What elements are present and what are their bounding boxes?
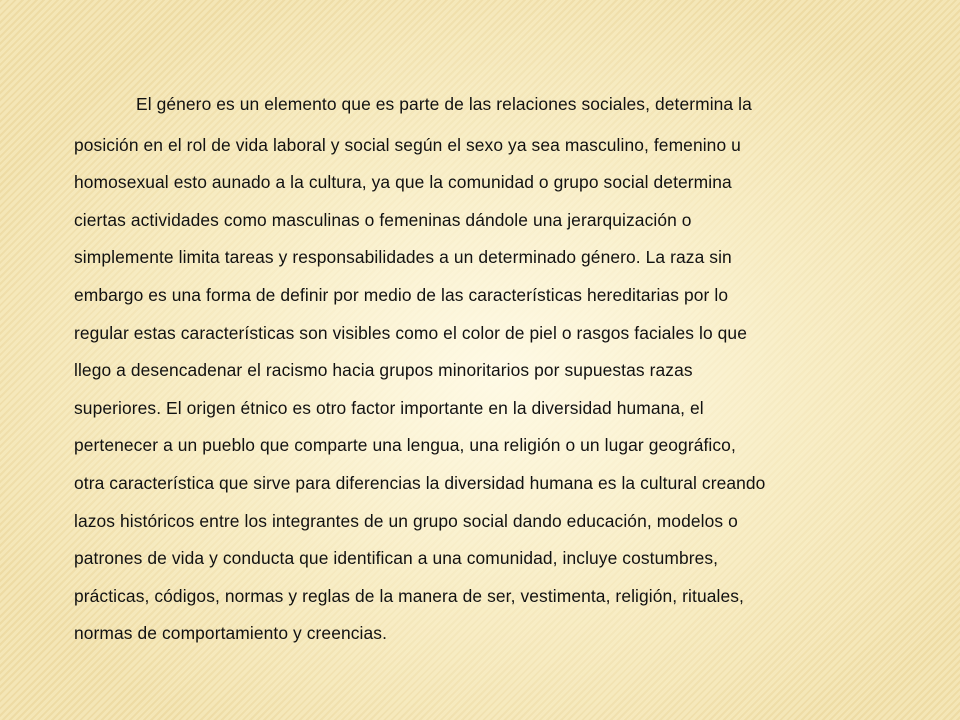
paragraph-line: superiores. El origen étnico es otro factor importante en la diversidad humana, el [74, 397, 704, 418]
paragraph-text [74, 86, 924, 653]
paragraph-line: embargo es una forma de definir por medio de las características hereditarias por lo [74, 284, 729, 305]
paragraph-line: prácticas, códigos, normas y reglas de la manera de ser, vestimenta, religión, rituales, [74, 585, 744, 606]
paragraph-line: normas de comportamiento y creencias. [74, 623, 388, 644]
paragraph-line: ciertas actividades como masculinas o femeninas dándole una jerarquización o [74, 209, 692, 230]
paragraph-line: patrones de vida y conducta que identifican a una comunidad, incluye costumbres, [74, 548, 719, 569]
paragraph-line: regular estas características son visibles como el color de piel o rasgos faciales lo que [74, 322, 747, 343]
paragraph-line: pertenecer a un pueblo que comparte una lengua, una religión o un lugar geográfico, [74, 435, 736, 456]
paragraph-line: otra característica que sirve para diferencias la diversidad humana es la cultural creando [74, 472, 766, 493]
paragraph-line: simplemente limita tareas y responsabilidades a un determinado género. La raza sin [74, 247, 732, 268]
paragraph-line: homosexual esto aunado a la cultura, ya que la comunidad o grupo social determina [74, 172, 732, 193]
paragraph-line: El género es un elemento que es parte de las relaciones sociales, determina la [136, 94, 752, 114]
paragraph-line: posición en el rol de vida laboral y social según el sexo ya sea masculino, femenino u [74, 134, 741, 155]
paragraph-line: lazos históricos entre los integrantes de un grupo social dando educación, modelos o [74, 510, 738, 531]
paragraph-line: llego a desencadenar el racismo hacia grupos minoritarios por supuestas razas [74, 360, 693, 381]
